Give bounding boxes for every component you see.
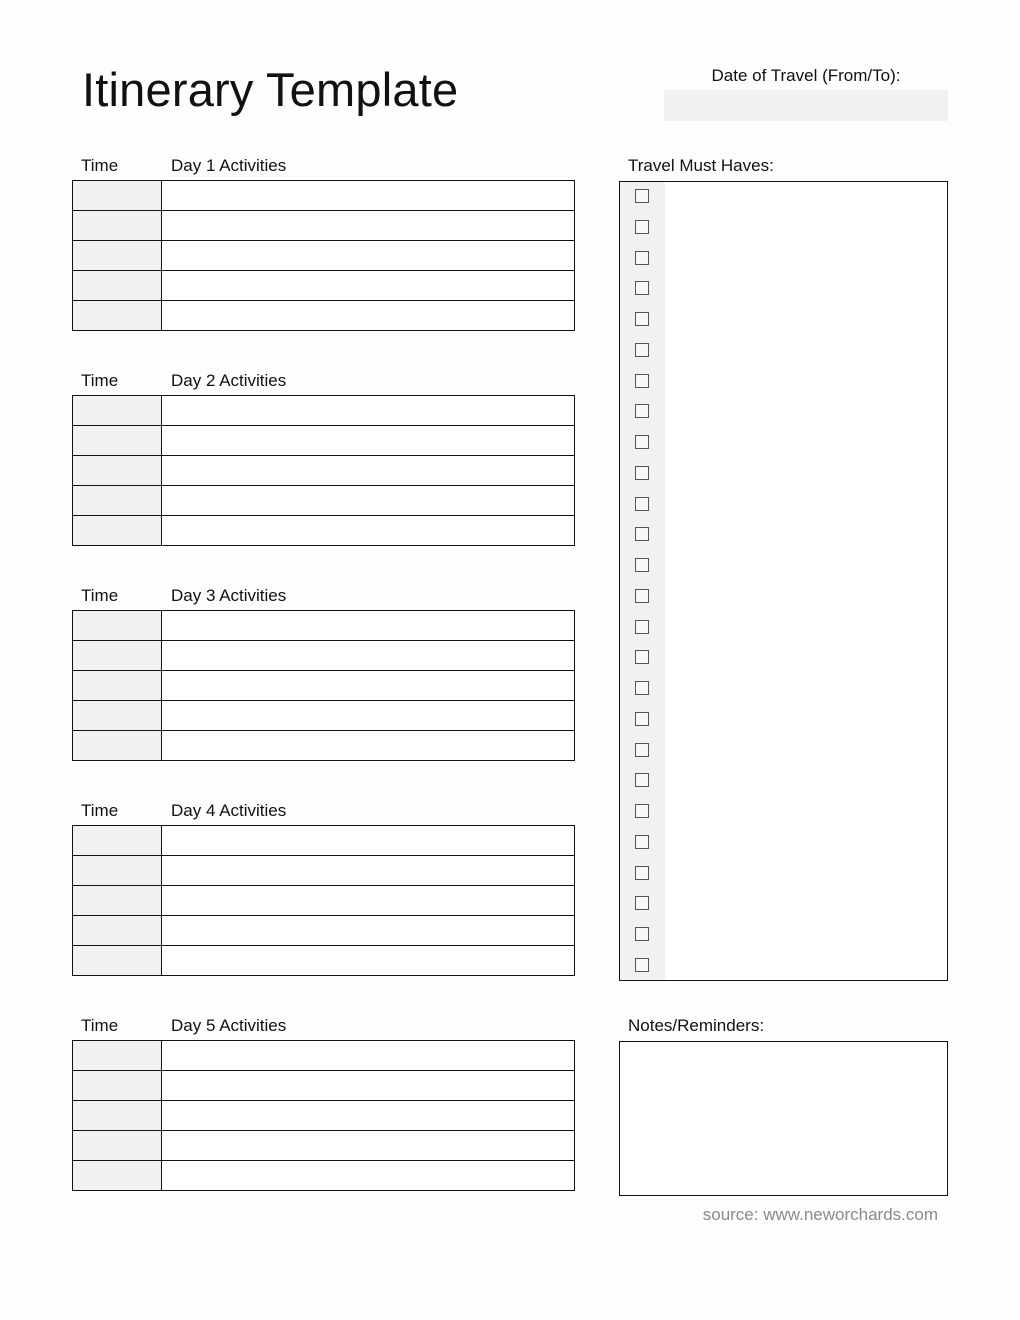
source-link[interactable]: source: www.neworchards.com (702, 1205, 938, 1224)
time-cell[interactable] (73, 241, 162, 271)
table-row (73, 641, 575, 671)
table-row (73, 1161, 575, 1191)
time-cell[interactable] (73, 1161, 162, 1191)
time-cell[interactable] (73, 211, 162, 241)
activities-column-heading: Day 2 Activities (171, 371, 287, 390)
activities-column-heading: Day 1 Activities (171, 156, 287, 175)
day-1-table (72, 180, 575, 331)
time-input[interactable] (73, 486, 161, 515)
time-input[interactable] (73, 671, 161, 700)
checkbox[interactable] (635, 312, 649, 326)
activity-input[interactable] (162, 611, 574, 640)
table-row (73, 1101, 575, 1131)
checkbox[interactable] (635, 558, 649, 572)
table-row (73, 181, 575, 211)
time-cell[interactable] (73, 516, 162, 546)
activity-cell[interactable] (162, 641, 575, 671)
time-cell[interactable] (73, 1071, 162, 1101)
time-cell[interactable] (73, 1131, 162, 1161)
activities-column-heading: Day 3 Activities (171, 586, 287, 605)
time-input[interactable] (73, 211, 161, 240)
time-input[interactable] (73, 731, 161, 760)
time-cell[interactable] (73, 456, 162, 486)
activity-cell[interactable] (162, 241, 575, 271)
activity-input[interactable] (162, 701, 574, 730)
time-input[interactable] (73, 886, 161, 915)
time-input[interactable] (73, 916, 161, 945)
time-input[interactable] (73, 301, 161, 330)
activity-input[interactable] (162, 1101, 574, 1130)
activity-cell[interactable] (162, 1161, 575, 1191)
activity-cell[interactable] (162, 886, 575, 916)
time-column-heading: Time (81, 371, 119, 390)
day-1-section (72, 156, 575, 331)
time-cell[interactable] (73, 1101, 162, 1131)
activity-cell[interactable] (162, 486, 575, 516)
day-3-table (72, 610, 575, 761)
activity-input[interactable] (162, 1161, 574, 1190)
activities-column-heading: Day 4 Activities (171, 801, 287, 820)
time-cell[interactable] (73, 301, 162, 331)
table-row (73, 211, 575, 241)
table-row (73, 486, 575, 516)
table-row (73, 701, 575, 731)
table-row (73, 426, 575, 456)
time-input[interactable] (73, 701, 161, 730)
time-cell[interactable] (73, 826, 162, 856)
table-row (73, 241, 575, 271)
activity-cell[interactable] (162, 826, 575, 856)
activity-input[interactable] (162, 731, 574, 760)
day-4-table (72, 825, 575, 976)
time-cell[interactable] (73, 886, 162, 916)
checkbox[interactable] (635, 866, 649, 880)
checkbox[interactable] (635, 251, 649, 265)
activity-cell[interactable] (162, 211, 575, 241)
activity-cell[interactable] (162, 731, 575, 761)
table-row (73, 1071, 575, 1101)
time-input[interactable] (73, 456, 161, 485)
activity-cell[interactable] (162, 701, 575, 731)
activity-cell[interactable] (162, 1041, 575, 1071)
activity-input[interactable] (162, 826, 574, 855)
activity-input[interactable] (162, 271, 574, 300)
time-column-heading: Time (81, 586, 119, 605)
activity-cell[interactable] (162, 1071, 575, 1101)
day-3-section (72, 586, 575, 761)
activity-input[interactable] (162, 426, 574, 455)
activity-cell[interactable] (162, 1101, 575, 1131)
time-cell[interactable] (73, 396, 162, 426)
checkbox[interactable] (635, 620, 649, 634)
checkbox[interactable] (635, 281, 649, 295)
notes-label: Notes/Reminders: (628, 1016, 765, 1035)
notes-textarea[interactable] (620, 1042, 947, 1195)
activities-column-heading: Day 5 Activities (171, 1016, 287, 1035)
time-cell[interactable] (73, 181, 162, 211)
checkbox[interactable] (635, 835, 649, 849)
time-input[interactable] (73, 1041, 161, 1070)
day-1-header (72, 156, 575, 180)
activity-input[interactable] (162, 241, 574, 270)
time-cell[interactable] (73, 486, 162, 516)
table-row (73, 856, 575, 886)
table-row (73, 946, 575, 976)
table-row (73, 826, 575, 856)
must-haves-checklist (619, 181, 948, 981)
activity-input[interactable] (162, 1131, 574, 1160)
time-input[interactable] (73, 396, 161, 425)
checkbox[interactable] (635, 712, 649, 726)
time-input[interactable] (73, 946, 161, 975)
activity-input[interactable] (162, 301, 574, 330)
activity-input[interactable] (162, 211, 574, 240)
day-4-header (72, 801, 575, 825)
checkbox[interactable] (635, 743, 649, 757)
time-cell[interactable] (73, 641, 162, 671)
table-row (73, 271, 575, 301)
activity-input[interactable] (162, 946, 574, 975)
activity-cell[interactable] (162, 611, 575, 641)
time-cell[interactable] (73, 731, 162, 761)
table-row (73, 611, 575, 641)
activity-input[interactable] (162, 641, 574, 670)
activity-cell[interactable] (162, 671, 575, 701)
time-input[interactable] (73, 1131, 161, 1160)
time-cell[interactable] (73, 426, 162, 456)
activity-input[interactable] (162, 1041, 574, 1070)
table-row (73, 916, 575, 946)
activity-input[interactable] (162, 181, 574, 210)
checkbox[interactable] (635, 958, 649, 972)
activity-cell[interactable] (162, 426, 575, 456)
checkbox[interactable] (635, 189, 649, 203)
table-row (73, 1131, 575, 1161)
checkbox[interactable] (635, 404, 649, 418)
activity-cell[interactable] (162, 181, 575, 211)
activity-input[interactable] (162, 456, 574, 485)
checkbox[interactable] (635, 497, 649, 511)
time-input[interactable] (73, 1101, 161, 1130)
day-2-section (72, 371, 575, 546)
activity-input[interactable] (162, 856, 574, 885)
notes-box (619, 1041, 948, 1196)
time-input[interactable] (73, 856, 161, 885)
time-input[interactable] (73, 426, 161, 455)
date-of-travel-input[interactable] (664, 90, 948, 121)
activity-input[interactable] (162, 396, 574, 425)
checkbox[interactable] (635, 435, 649, 449)
date-of-travel-label: Date of Travel (From/To): (711, 66, 901, 85)
checkbox[interactable] (635, 466, 649, 480)
activity-input[interactable] (162, 1071, 574, 1100)
checkbox[interactable] (635, 650, 649, 664)
day-2-header (72, 371, 575, 395)
day-2-table (72, 395, 575, 546)
time-cell[interactable] (73, 946, 162, 976)
checkbox[interactable] (635, 220, 649, 234)
activity-cell[interactable] (162, 856, 575, 886)
day-5-table (72, 1040, 575, 1191)
time-cell[interactable] (73, 916, 162, 946)
day-3-header (72, 586, 575, 610)
table-row (73, 886, 575, 916)
activity-input[interactable] (162, 671, 574, 700)
time-input[interactable] (73, 641, 161, 670)
time-cell[interactable] (73, 1041, 162, 1071)
activity-input[interactable] (162, 486, 574, 515)
checkbox-gutter (620, 182, 665, 980)
time-column-heading: Time (81, 156, 119, 175)
time-cell[interactable] (73, 271, 162, 301)
page-title: Itinerary Template (82, 63, 459, 116)
time-input[interactable] (73, 1161, 161, 1190)
time-input[interactable] (73, 271, 161, 300)
checkbox[interactable] (635, 374, 649, 388)
table-row (73, 516, 575, 546)
activity-input[interactable] (162, 516, 574, 545)
day-5-section (72, 1016, 575, 1191)
checkbox[interactable] (635, 343, 649, 357)
time-cell[interactable] (73, 701, 162, 731)
table-row (73, 456, 575, 486)
day-5-header (72, 1016, 575, 1040)
activity-cell[interactable] (162, 396, 575, 426)
time-input[interactable] (73, 516, 161, 545)
table-row (73, 396, 575, 426)
checkbox[interactable] (635, 804, 649, 818)
time-input[interactable] (73, 826, 161, 855)
checkbox[interactable] (635, 589, 649, 603)
table-row (73, 731, 575, 761)
checkbox[interactable] (635, 896, 649, 910)
time-input[interactable] (73, 241, 161, 270)
activity-cell[interactable] (162, 946, 575, 976)
time-column-heading: Time (81, 1016, 119, 1035)
time-cell[interactable] (73, 856, 162, 886)
table-row (73, 301, 575, 331)
activity-cell[interactable] (162, 516, 575, 546)
must-haves-label: Travel Must Haves: (628, 156, 774, 175)
time-column-heading: Time (81, 801, 119, 820)
activity-cell[interactable] (162, 271, 575, 301)
activity-input[interactable] (162, 886, 574, 915)
activity-cell[interactable] (162, 916, 575, 946)
table-row (73, 1041, 575, 1071)
activity-cell[interactable] (162, 1131, 575, 1161)
table-row (73, 671, 575, 701)
time-cell[interactable] (73, 611, 162, 641)
time-input[interactable] (73, 1071, 161, 1100)
activity-cell[interactable] (162, 301, 575, 331)
time-input[interactable] (73, 181, 161, 210)
activity-input[interactable] (162, 916, 574, 945)
time-cell[interactable] (73, 671, 162, 701)
checkbox[interactable] (635, 681, 649, 695)
checkbox[interactable] (635, 927, 649, 941)
checkbox[interactable] (635, 773, 649, 787)
time-input[interactable] (73, 611, 161, 640)
day-4-section (72, 801, 575, 976)
activity-cell[interactable] (162, 456, 575, 486)
checkbox[interactable] (635, 527, 649, 541)
